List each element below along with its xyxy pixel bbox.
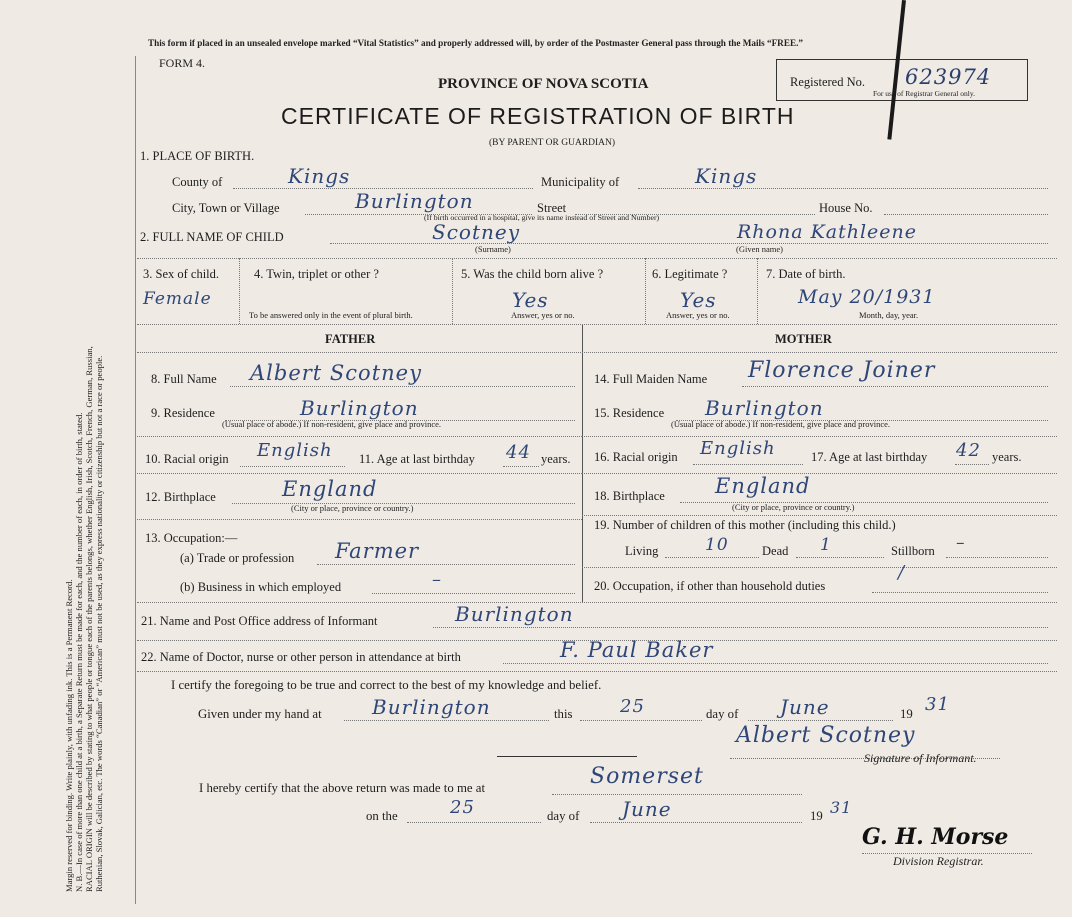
father-birthplace-note: (City or place, province or country.)	[291, 503, 414, 513]
father-trade-value: Farmer	[335, 539, 420, 563]
certify-text: I certify the foregoing to be true and correct to the best of my knowledge and belief.	[171, 678, 602, 692]
registrar-use-note: For use of Registrar General only.	[873, 89, 975, 98]
given-under-label: Given under my hand at	[198, 707, 322, 721]
sex-label: 3. Sex of child.	[143, 267, 220, 281]
margin-note: RACIAL ORIGIN will be described by stating to what people or tongue each of the parents belongs, whether English, Irish, Scotch, French, German, Russian,	[84, 346, 94, 892]
mother-racial-value: English	[700, 438, 776, 459]
twin-note: To be answered only in the event of plural birth.	[249, 310, 413, 320]
city-label: City, Town or Village	[172, 201, 280, 215]
given-day-value: 25	[620, 696, 645, 717]
margin-note: N. B.—In case of more than one child at a birth, a Separate Return must be made for each, and the number of each, in order of birth, stated.	[74, 412, 84, 892]
page-subtitle: (BY PARENT OR GUARDIAN)	[489, 138, 616, 148]
informant-signature: Albert Scotney	[736, 723, 916, 748]
this-label: this	[554, 707, 573, 721]
given-place-value: Burlington	[372, 695, 491, 719]
return-day-value: 25	[450, 797, 475, 818]
stillborn-label: Stillborn	[891, 544, 935, 558]
registered-no-value: 623974	[905, 65, 992, 89]
stillborn-value: –	[956, 533, 966, 553]
living-value: 10	[705, 535, 729, 555]
surname-note: (Surname)	[475, 244, 511, 254]
legitimate-value: Yes	[680, 288, 717, 312]
child-surname-value: Scotney	[432, 220, 520, 244]
twin-label: 4. Twin, triplet or other ?	[254, 267, 379, 281]
municipality-value: Kings	[695, 164, 758, 188]
municipality-label: Municipality of	[541, 175, 620, 189]
province: PROVINCE OF NOVA SCOTIA	[438, 76, 649, 92]
page-title: CERTIFICATE OF REGISTRATION OF BIRTH	[281, 103, 795, 129]
born-alive-note: Answer, yes or no.	[511, 310, 575, 320]
hospital-note: (If birth occurred in a hospital, give its name instead of Street and Number)	[424, 213, 660, 222]
return-text: I hereby certify that the above return was made to me at	[199, 781, 486, 795]
mother-name-value: Florence Joiner	[748, 358, 936, 383]
mother-name-label: 14. Full Maiden Name	[594, 372, 708, 386]
registrar-signature: G. H. Morse	[862, 824, 1009, 850]
father-occupation-label: 13. Occupation:—	[145, 531, 238, 545]
signature-label: Signature of Informant.	[864, 751, 977, 765]
mother-age-label: 17. Age at last birthday	[811, 450, 928, 464]
form-number: FORM 4.	[159, 56, 206, 70]
father-business-value: –	[432, 569, 442, 590]
born-alive-label: 5. Was the child born alive ?	[461, 267, 604, 281]
father-racial-label: 10. Racial origin	[145, 452, 229, 466]
informant-address-value: Burlington	[455, 602, 574, 626]
father-years-label: years.	[541, 452, 571, 466]
given-name-note: (Given name)	[736, 244, 783, 254]
father-name-value: Albert Scotney	[250, 361, 422, 385]
doctor-value: F. Paul Baker	[560, 638, 714, 662]
father-residence-label: 9. Residence	[151, 406, 215, 420]
mother-birthplace-label: 18. Birthplace	[594, 489, 665, 503]
place-of-birth-heading: 1. PLACE OF BIRTH.	[140, 149, 255, 163]
return-place-value: Somerset	[590, 764, 704, 789]
father-heading: FATHER	[325, 332, 376, 346]
sex-value: Female	[143, 289, 212, 309]
living-label: Living	[625, 544, 659, 558]
return-year-value: 31	[830, 798, 853, 817]
mother-years-label: years.	[992, 450, 1022, 464]
return-year-prefix: 19	[810, 809, 823, 823]
doctor-label: 22. Name of Doctor, nurse or other person in attendance at birth	[141, 650, 461, 664]
given-month-value: June	[780, 695, 830, 719]
father-business-label: (b) Business in which employed	[180, 580, 342, 594]
child-name-label: 2. FULL NAME OF CHILD	[140, 230, 284, 244]
dead-value: 1	[820, 535, 832, 555]
father-name-label: 8. Full Name	[151, 372, 217, 386]
day-of-label: day of	[706, 707, 739, 721]
mother-occupation-value: /	[898, 562, 906, 583]
mother-residence-label: 15. Residence	[594, 406, 665, 420]
father-abode-note: (Usual place of abode.) If non-resident, give place and province.	[222, 419, 442, 429]
mother-birthplace-note: (City or place, province or country.)	[732, 502, 855, 512]
legitimate-note: Answer, yes or no.	[666, 310, 730, 320]
father-trade-label: (a) Trade or profession	[180, 551, 295, 565]
return-day-of-label: day of	[547, 809, 580, 823]
mail-notice: This form if placed in an unsealed envelope marked “Vital Statistics” and properly addressed will, by order of the Postmaster General pass through the Mails “FREE.”	[148, 38, 803, 48]
mother-heading: MOTHER	[775, 332, 832, 346]
dob-value: May 20/1931	[798, 286, 936, 308]
mother-residence-value: Burlington	[705, 396, 824, 420]
dob-label: 7. Date of birth.	[766, 267, 846, 281]
father-age-value: 44	[506, 442, 531, 463]
on-the-label: on the	[366, 809, 398, 823]
legitimate-label: 6. Legitimate ?	[652, 267, 728, 281]
mother-birthplace-value: England	[715, 474, 811, 498]
mother-abode-note: (Usual place of abode.) If non-resident, give place and province.	[671, 419, 891, 429]
father-racial-value: English	[257, 440, 333, 461]
county-value: Kings	[288, 164, 351, 188]
margin-note: Margin reserved for binding. Write plainly, with unfading ink. This is a Permanent Record.	[64, 579, 74, 892]
given-year-value: 31	[925, 694, 950, 715]
return-month-value: June	[622, 797, 672, 821]
child-given-value: Rhona Kathleene	[737, 221, 918, 243]
street-label: Street	[537, 201, 567, 215]
mother-children-label: 19. Number of children of this mother (including this child.)	[594, 518, 896, 532]
mother-age-value: 42	[956, 440, 981, 461]
given-year-prefix: 19	[900, 707, 913, 721]
mother-racial-label: 16. Racial origin	[594, 450, 678, 464]
dob-note: Month, day, year.	[859, 310, 919, 320]
born-alive-value: Yes	[512, 288, 549, 312]
mother-occupation-label: 20. Occupation, if other than household duties	[594, 579, 826, 593]
dead-label: Dead	[762, 544, 789, 558]
margin-note: Ruthenian, Slovak, Galician, etc. The words “Canadian” or “American” must not be used, as they express nationality or citizenship but not a race or people.	[94, 355, 104, 892]
registrar-label: Division Registrar.	[893, 854, 984, 868]
registered-no-label: Registered No.	[790, 75, 865, 89]
registered-box	[776, 59, 1028, 101]
father-birthplace-label: 12. Birthplace	[145, 490, 216, 504]
father-age-label: 11. Age at last birthday	[359, 452, 475, 466]
informant-address-label: 21. Name and Post Office address of Informant	[141, 614, 378, 628]
house-no-label: House No.	[819, 201, 873, 215]
father-residence-value: Burlington	[300, 396, 419, 420]
father-birthplace-value: England	[282, 477, 378, 501]
county-label: County of	[172, 175, 223, 189]
city-value: Burlington	[355, 189, 474, 213]
margin-notes	[64, 32, 139, 892]
